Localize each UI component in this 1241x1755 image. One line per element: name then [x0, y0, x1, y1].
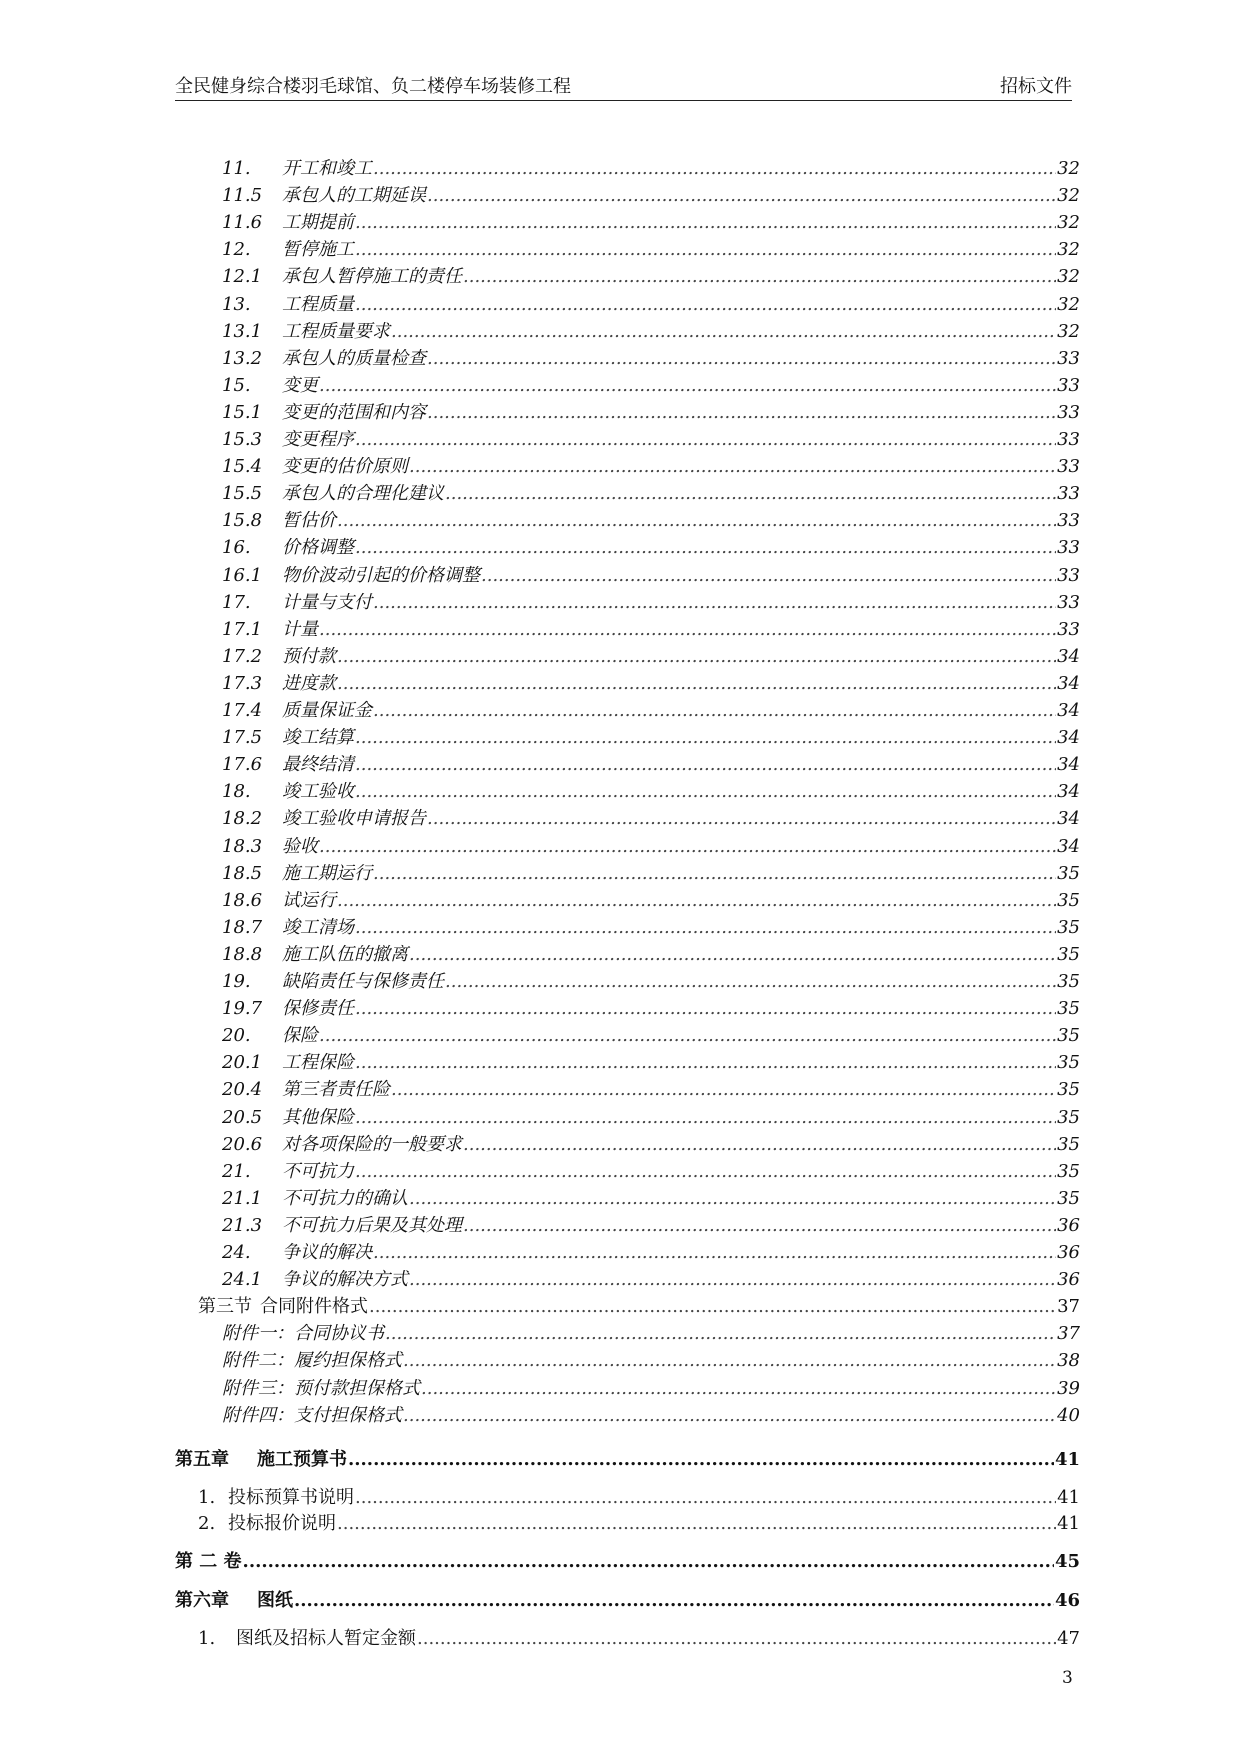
toc-entry[interactable] [222, 1267, 1080, 1293]
toc-entry-title: 附件一：合同协议书 [222, 1323, 384, 1345]
toc-entry[interactable] [222, 942, 1080, 968]
toc-entry-number: 20.5 [222, 1106, 263, 1128]
toc-entry-page: 32 [1057, 212, 1080, 234]
toc-entry-title: 验收 [282, 835, 318, 857]
toc-entry-number: 16. [222, 537, 251, 559]
toc-entry-number: 18.7 [222, 916, 263, 938]
toc-entry-title: 投标预算书说明 [228, 1487, 354, 1508]
toc-entry-page: 35 [1057, 1160, 1080, 1182]
toc-entry-title: 施工预算书 [257, 1449, 347, 1470]
toc-dot-leader [337, 1511, 1056, 1537]
toc-entry-page: 34 [1057, 645, 1080, 667]
toc-entry-number: 17.4 [222, 700, 263, 721]
toc-entry-page: 33 [1057, 618, 1080, 640]
toc-entry-title: 竣工验收 [282, 781, 354, 803]
toc-entry[interactable] [222, 806, 1080, 832]
toc-entry-title: 不可抗力的确认 [282, 1187, 408, 1209]
toc-entry[interactable] [198, 1511, 1080, 1537]
toc-entry-number: 18. [222, 781, 251, 803]
toc-entry-title: 进度款 [282, 672, 336, 694]
toc-entry-page: 35 [1057, 916, 1080, 938]
toc-entry-page: 32 [1057, 239, 1080, 261]
toc-entry[interactable] [198, 1294, 1080, 1320]
toc-entry-title: 物价波动引起的价格调整 [282, 564, 480, 586]
toc-dot-leader [337, 671, 1056, 697]
toc-entry[interactable] [222, 1376, 1080, 1402]
toc-dot-leader [391, 1077, 1056, 1103]
toc-entry[interactable] [222, 454, 1080, 480]
toc-entry[interactable] [222, 400, 1080, 426]
toc-dot-leader [427, 806, 1056, 832]
toc-entry-number: 17.1 [222, 618, 263, 640]
toc-entry[interactable] [222, 1077, 1080, 1103]
toc-entry-title: 施工队伍的撤离 [282, 943, 408, 965]
toc-dot-leader [319, 834, 1056, 860]
toc-entry-number: 17.2 [222, 645, 263, 667]
toc-entry[interactable] [198, 1626, 1080, 1652]
toc-entry[interactable] [222, 1105, 1080, 1131]
toc-entry-title: 计量与支付 [282, 591, 372, 613]
toc-entry-page: 32 [1057, 320, 1080, 342]
toc-dot-leader [373, 861, 1056, 887]
toc-entry-number: 15.8 [222, 510, 263, 532]
toc-entry-page: 36 [1057, 1214, 1080, 1236]
toc-entry-page: 33 [1057, 510, 1080, 532]
toc-dot-leader [385, 1321, 1056, 1347]
toc-entry-page: 37 [1057, 1296, 1080, 1318]
toc-entry-title: 工程保险 [282, 1052, 354, 1074]
toc-entry-title: 开工和竣工 [282, 158, 372, 179]
toc-entry-number: 20.6 [222, 1133, 263, 1155]
toc-entry-number: 21. [222, 1160, 251, 1182]
toc-entry[interactable] [222, 752, 1080, 778]
toc-entry-page: 34 [1057, 781, 1080, 803]
toc-entry[interactable] [198, 1485, 1080, 1511]
toc-entry-page: 35 [1057, 971, 1080, 992]
toc-entry[interactable] [175, 1588, 1080, 1614]
toc-entry-page: 35 [1057, 1052, 1080, 1074]
toc-entry-number: 16.1 [222, 564, 263, 586]
toc-dot-leader [348, 1447, 1054, 1473]
toc-entry[interactable] [222, 1023, 1080, 1049]
toc-entry-title: 暂停施工 [282, 239, 354, 261]
toc-entry-number: 17.5 [222, 727, 263, 749]
toc-entry[interactable] [222, 481, 1080, 507]
toc-entry-page: 41 [1057, 1513, 1080, 1534]
toc-entry-number: 15.3 [222, 429, 263, 450]
toc-entry[interactable] [222, 346, 1080, 372]
toc-dot-leader [355, 752, 1056, 778]
toc-entry[interactable] [222, 210, 1080, 236]
toc-entry-page: 34 [1057, 700, 1080, 721]
toc-entry-title: 最终结清 [282, 754, 354, 776]
toc-entry-title: 竣工结算 [282, 727, 354, 749]
toc-entry-page: 34 [1057, 808, 1080, 830]
toc-entry-title: 承包人的合理化建议 [282, 483, 444, 505]
toc-dot-leader [409, 1186, 1056, 1212]
toc-entry-title: 施工期运行 [282, 862, 372, 884]
toc-entry-number: 24.1 [222, 1269, 263, 1291]
toc-entry[interactable] [222, 563, 1080, 589]
toc-entry[interactable] [222, 1132, 1080, 1158]
toc-entry[interactable] [222, 834, 1080, 860]
toc-entry-number: 13.1 [222, 320, 263, 342]
toc-entry[interactable] [222, 1403, 1080, 1429]
toc-entry-title: 变更 [282, 374, 318, 396]
toc-dot-leader [355, 1485, 1056, 1511]
toc-entry-number: 20. [222, 1025, 251, 1047]
toc-entry-page: 33 [1057, 374, 1080, 396]
toc-entry-title: 变更程序 [282, 429, 354, 450]
toc-entry-number: 11.6 [222, 212, 263, 234]
toc-entry-title: 附件四：支付担保格式 [222, 1404, 402, 1426]
toc-entry-title: 图纸及招标人暂定金额 [236, 1628, 416, 1649]
toc-entry-page: 36 [1057, 1269, 1080, 1291]
toc-entry-page: 41 [1054, 1449, 1080, 1470]
toc-entry-page: 47 [1057, 1628, 1080, 1649]
toc-entry-page: 35 [1057, 862, 1080, 884]
toc-entry-page: 33 [1057, 429, 1080, 450]
toc-entry-number: 20.1 [222, 1052, 263, 1074]
toc-entry[interactable] [175, 1447, 1080, 1473]
toc-entry-title: 承包人的质量检查 [282, 347, 426, 369]
toc-entry[interactable] [222, 671, 1080, 697]
toc-entry[interactable] [222, 617, 1080, 643]
toc-entry[interactable] [222, 183, 1080, 209]
toc-entry-page: 32 [1057, 266, 1080, 288]
toc-entry-title: 保险 [282, 1025, 318, 1047]
toc-dot-leader [373, 1240, 1056, 1266]
toc-entry[interactable] [222, 156, 1080, 182]
toc-entry[interactable] [222, 1321, 1080, 1347]
toc-entry-page: 34 [1057, 754, 1080, 776]
toc-entry-number: 18.5 [222, 862, 263, 884]
toc-entry-page: 33 [1057, 401, 1080, 423]
toc-dot-leader [243, 1549, 1054, 1575]
toc-entry-number: 13.2 [222, 347, 263, 369]
toc-entry[interactable] [222, 888, 1080, 914]
toc-entry-title: 工程质量要求 [282, 320, 390, 342]
toc-entry[interactable] [175, 1549, 1080, 1575]
toc-dot-leader [355, 535, 1056, 561]
header-title: 全民健身综合楼羽毛球馆、负二楼停车场装修工程 [175, 76, 571, 97]
toc-entry-title: 附件二：履约担保格式 [222, 1350, 402, 1372]
toc-entry-page: 38 [1057, 1350, 1080, 1372]
toc-dot-leader [355, 1050, 1056, 1076]
toc-entry-number: 21.1 [222, 1187, 263, 1209]
toc-entry-page: 33 [1057, 456, 1080, 478]
toc-entry-page: 34 [1057, 835, 1080, 857]
toc-entry-page: 33 [1057, 537, 1080, 559]
toc-entry-title: 第三者责任险 [282, 1079, 390, 1101]
toc-entry-page: 34 [1057, 672, 1080, 694]
toc-entry-number: 2. [198, 1513, 216, 1534]
toc-dot-leader [337, 508, 1056, 534]
toc-entry-title: 计量 [282, 618, 318, 640]
toc-dot-leader [481, 563, 1056, 589]
toc-entry[interactable] [222, 264, 1080, 290]
toc-entry-number: 11.5 [222, 185, 263, 207]
toc-entry[interactable] [222, 996, 1080, 1022]
page-number: 3 [1062, 1668, 1073, 1688]
toc-dot-leader [355, 427, 1056, 453]
toc-entry[interactable] [222, 1348, 1080, 1374]
toc-entry-title: 变更的范围和内容 [282, 401, 426, 423]
toc-entry-page: 35 [1057, 1133, 1080, 1155]
toc-dot-leader [294, 1588, 1054, 1614]
toc-entry-page: 35 [1057, 1187, 1080, 1209]
toc-entry-title: 不可抗力后果及其处理 [282, 1214, 462, 1236]
toc-dot-leader [355, 779, 1056, 805]
toc-dot-leader [445, 481, 1056, 507]
toc-entry[interactable] [222, 915, 1080, 941]
toc-dot-leader [355, 915, 1056, 941]
toc-entry-page: 34 [1057, 727, 1080, 749]
toc-dot-leader [355, 996, 1056, 1022]
toc-entry-number: 18.2 [222, 808, 263, 830]
toc-entry-number: 1. [198, 1628, 216, 1649]
toc-entry-number: 19.7 [222, 998, 263, 1020]
toc-dot-leader [421, 1376, 1056, 1402]
toc-entry[interactable] [222, 644, 1080, 670]
toc-entry[interactable] [222, 292, 1080, 318]
toc-entry[interactable] [222, 969, 1080, 995]
toc-entry[interactable] [222, 508, 1080, 534]
toc-entry[interactable] [222, 590, 1080, 616]
toc-entry[interactable] [222, 427, 1080, 453]
toc-dot-leader [319, 373, 1056, 399]
toc-dot-leader [355, 237, 1056, 263]
toc-entry-number: 17. [222, 591, 251, 613]
toc-entry-page: 33 [1057, 483, 1080, 505]
toc-dot-leader [409, 1267, 1056, 1293]
toc-entry-number: 18.3 [222, 835, 263, 857]
toc-dot-leader [337, 644, 1056, 670]
toc-entry-page: 37 [1057, 1323, 1080, 1345]
toc-entry-page: 40 [1057, 1404, 1080, 1426]
toc-entry-title: 缺陷责任与保修责任 [282, 971, 444, 992]
toc-entry-title: 暂估价 [282, 510, 336, 532]
toc-dot-leader [355, 292, 1056, 318]
toc-dot-leader [463, 1132, 1056, 1158]
toc-entry-title: 预付款 [282, 645, 336, 667]
toc-entry-page: 35 [1057, 998, 1080, 1020]
toc-dot-leader [409, 454, 1056, 480]
toc-entry-number: 18.8 [222, 943, 263, 965]
toc-entry-page: 35 [1057, 1079, 1080, 1101]
toc-entry-number: 12. [222, 239, 251, 261]
toc-dot-leader [355, 725, 1056, 751]
toc-entry-title: 竣工验收申请报告 [282, 808, 426, 830]
toc-entry-title: 保修责任 [282, 998, 354, 1020]
toc-entry-number: 第三节 [198, 1296, 252, 1318]
toc-entry-title: 竣工清场 [282, 916, 354, 938]
toc-entry-number: 1. [198, 1487, 216, 1508]
toc-entry-title: 承包人的工期延误 [282, 185, 426, 207]
toc-entry[interactable] [222, 373, 1080, 399]
toc-entry-page: 33 [1057, 564, 1080, 586]
toc-dot-leader [409, 942, 1056, 968]
toc-entry-page: 35 [1057, 889, 1080, 911]
toc-entry-page: 39 [1057, 1377, 1080, 1399]
toc-entry-number: 15.4 [222, 456, 263, 478]
toc-entry[interactable] [222, 1240, 1080, 1266]
toc-entry-number: 18.6 [222, 889, 263, 911]
toc-entry-title: 附件三：预付款担保格式 [222, 1377, 420, 1399]
toc-entry[interactable] [222, 237, 1080, 263]
toc-entry-number: 第六章 [175, 1590, 229, 1611]
toc-entry-title: 试运行 [282, 889, 336, 911]
toc-entry-number: 24. [222, 1242, 251, 1263]
toc-entry[interactable] [222, 1159, 1080, 1185]
toc-dot-leader [427, 346, 1056, 372]
toc-entry-number: 13. [222, 293, 251, 315]
toc-dot-leader [369, 1294, 1056, 1320]
toc-entry-title: 价格调整 [282, 537, 354, 559]
toc-entry[interactable] [222, 698, 1080, 724]
toc-entry[interactable] [222, 779, 1080, 805]
toc-entry-title: 质量保证金 [282, 700, 372, 721]
header-doc-type: 招标文件 [1000, 76, 1072, 97]
toc-entry[interactable] [222, 1213, 1080, 1239]
toc-entry-page: 35 [1057, 943, 1080, 965]
toc-entry[interactable] [222, 1050, 1080, 1076]
toc-dot-leader [355, 1105, 1056, 1131]
toc-entry-number: 12.1 [222, 266, 263, 288]
toc-entry-title: 合同附件格式 [260, 1296, 368, 1318]
toc-entry-title: 争议的解决 [282, 1242, 372, 1263]
toc-dot-leader [337, 888, 1056, 914]
toc-entry-page: 33 [1057, 347, 1080, 369]
toc-entry-title: 承包人暂停施工的责任 [282, 266, 462, 288]
toc-entry-number: 19. [222, 971, 251, 992]
toc-entry-title: 投标报价说明 [228, 1513, 336, 1534]
toc-entry-number: 20.4 [222, 1079, 263, 1101]
toc-entry-page: 32 [1057, 158, 1080, 179]
toc-entry-number: 17.6 [222, 754, 263, 776]
toc-dot-leader [319, 617, 1056, 643]
toc-entry-number: 15. [222, 374, 251, 396]
toc-entry-number: 第五章 [175, 1449, 229, 1470]
toc-entry-title: 其他保险 [282, 1106, 354, 1128]
toc-entry-number: 15.5 [222, 483, 263, 505]
toc-dot-leader [355, 210, 1056, 236]
toc-entry-number: 第 二 卷 [175, 1551, 242, 1572]
toc-dot-leader [403, 1348, 1056, 1374]
toc-entry[interactable] [222, 535, 1080, 561]
toc-dot-leader [373, 698, 1056, 724]
toc-entry-title: 变更的估价原则 [282, 456, 408, 478]
toc-dot-leader [445, 969, 1056, 995]
toc-dot-leader [463, 264, 1056, 290]
toc-entry-title: 不可抗力 [282, 1160, 354, 1182]
toc-entry-page: 36 [1057, 1242, 1080, 1263]
toc-entry[interactable] [222, 725, 1080, 751]
toc-dot-leader [355, 1159, 1056, 1185]
toc-entry[interactable] [222, 1186, 1080, 1212]
toc-dot-leader [427, 400, 1056, 426]
toc-dot-leader [391, 319, 1056, 345]
toc-entry-number: 17.3 [222, 672, 263, 694]
toc-entry-page: 46 [1054, 1590, 1080, 1611]
toc-entry-page: 35 [1057, 1025, 1080, 1047]
toc-dot-leader [319, 1023, 1056, 1049]
toc-entry-title: 争议的解决方式 [282, 1269, 408, 1291]
toc-dot-leader [417, 1626, 1056, 1652]
toc-entry-number: 15.1 [222, 401, 263, 423]
toc-entry-page: 32 [1057, 185, 1080, 207]
toc-entry-number: 11. [222, 158, 251, 179]
toc-entry-page: 33 [1057, 591, 1080, 613]
toc-dot-leader [463, 1213, 1056, 1239]
toc-entry-page: 41 [1057, 1487, 1080, 1508]
toc-entry-title: 工程质量 [282, 293, 354, 315]
toc-entry-title: 对各项保险的一般要求 [282, 1133, 462, 1155]
toc-entry[interactable] [222, 861, 1080, 887]
toc-dot-leader [403, 1403, 1056, 1429]
toc-entry-page: 35 [1057, 1106, 1080, 1128]
toc-entry-page: 32 [1057, 293, 1080, 315]
toc-entry-page: 45 [1054, 1551, 1080, 1572]
toc-entry-number: 21.3 [222, 1214, 263, 1236]
toc-entry-title: 图纸 [257, 1590, 293, 1611]
toc-dot-leader [373, 156, 1056, 182]
toc-dot-leader [427, 183, 1056, 209]
toc-entry-title: 工期提前 [282, 212, 354, 234]
toc-entry[interactable] [222, 319, 1080, 345]
toc-dot-leader [373, 590, 1056, 616]
